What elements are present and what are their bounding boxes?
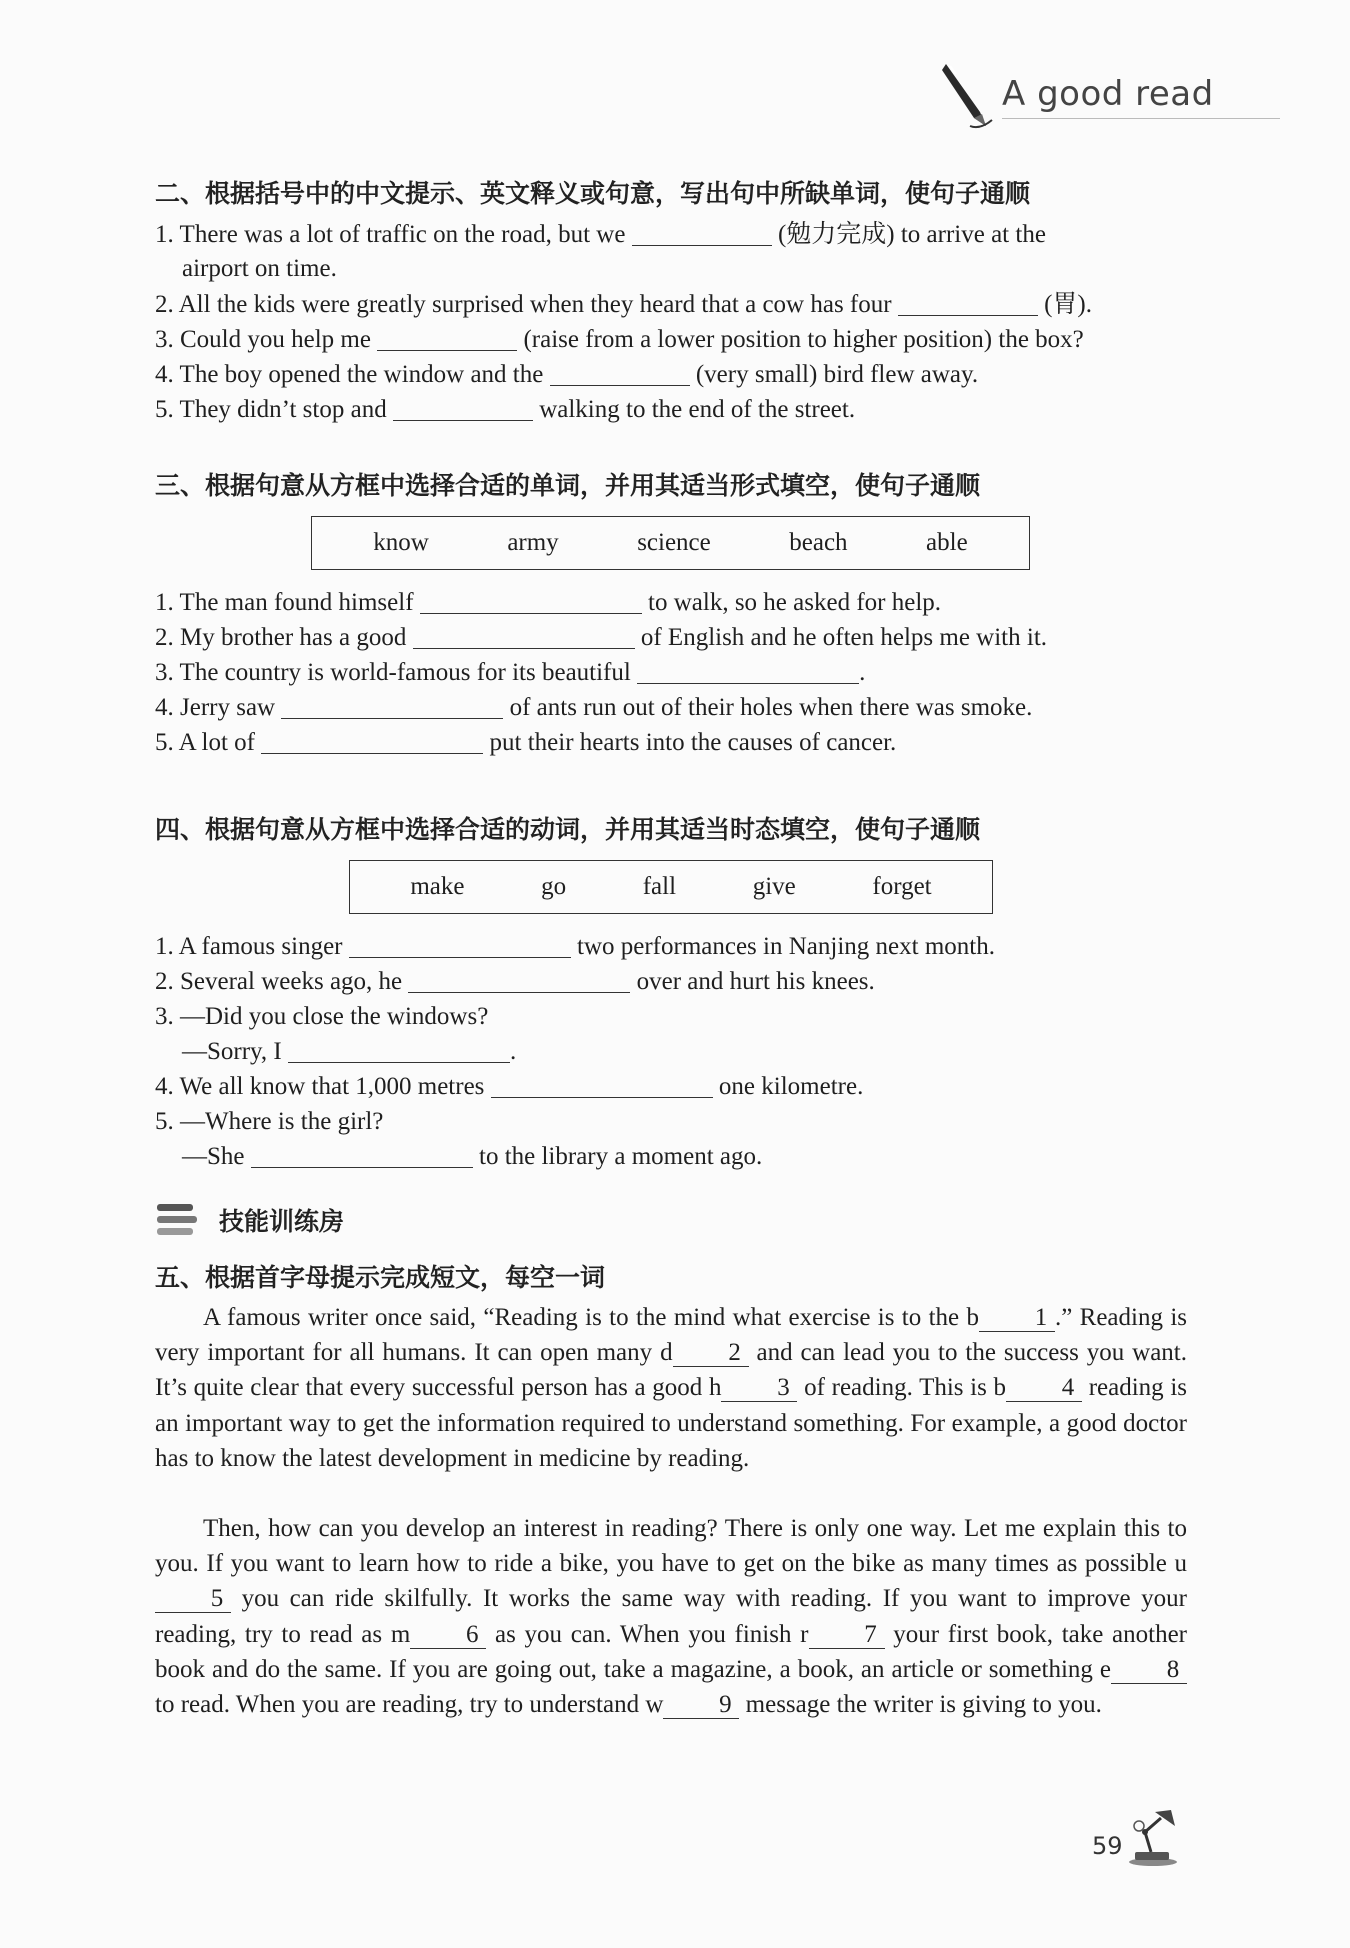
sec4-item-4: 4. We all know that 1,000 metres one kilometre.: [155, 1073, 864, 1100]
numbered-blank[interactable]: 5: [155, 1586, 231, 1613]
section-4-title: 四、根据句意从方框中选择合适的动词，并用其适当时态填空，使句子通顺: [155, 815, 981, 844]
pen-icon: [940, 60, 996, 132]
numbered-blank[interactable]: 2: [673, 1340, 749, 1367]
header-title: A good read: [1002, 74, 1214, 114]
verb-bank-item: fall: [642, 873, 677, 900]
sec3-item-2: 2. My brother has a good of English and he often helps me with it.: [155, 624, 1048, 651]
passage-paragraph-1: A famous writer once said, “Reading is to the mind what exercise is to the b 1 .” Reading is very important for all humans. It can open many d 2 and can lead you to the success you want. It’s quite clear that every successful person has a good h 3 of reading. This is b 4 reading is an important way to get the information required to understand something. For example, a good doctor has to know the latest development in medicine by reading.: [155, 1304, 1188, 1472]
sec4-item-3-reply: —Sorry, I .: [182, 1038, 517, 1065]
numbered-blank[interactable]: 6: [410, 1622, 486, 1649]
verb-bank-item: go: [541, 873, 567, 900]
answer-blank[interactable]: [393, 394, 533, 421]
sec3-item-1: 1. The man found himself to walk, so he asked for help.: [155, 589, 942, 616]
verb-bank-item: forget: [872, 873, 932, 900]
verb-bank-box: [349, 860, 993, 914]
stacked-lines-icon: [155, 1198, 199, 1242]
answer-blank[interactable]: [377, 324, 517, 351]
numbered-blank[interactable]: 3: [721, 1375, 797, 1402]
word-bank-item: able: [926, 529, 968, 556]
answer-blank[interactable]: [408, 966, 630, 993]
header-rule: [1002, 118, 1280, 119]
answer-blank[interactable]: [281, 692, 503, 719]
word-bank-box: [311, 516, 1030, 570]
word-bank-item: know: [373, 529, 429, 556]
numbered-blank[interactable]: 9: [663, 1692, 739, 1719]
answer-blank[interactable]: [413, 622, 635, 649]
answer-blank[interactable]: [251, 1141, 473, 1168]
sec4-item-5-reply: —She to the library a moment ago.: [182, 1143, 763, 1170]
desk-lamp-icon: [1125, 1806, 1187, 1868]
sec2-item-5: 5. They didn’t stop and walking to the end of the street.: [155, 396, 856, 423]
answer-blank[interactable]: [637, 657, 859, 684]
section-2-title: 二、根据括号中的中文提示、英文释义或句意，写出句中所缺单词，使句子通顺: [155, 179, 1031, 208]
sec2-item-4: 4. The boy opened the window and the (very small) bird flew away.: [155, 361, 979, 388]
skill-title: 技能训练房: [219, 1207, 345, 1236]
sec3-item-3: 3. The country is world-famous for its beautiful .: [155, 659, 866, 686]
answer-blank[interactable]: [632, 219, 772, 246]
sec3-item-4: 4. Jerry saw of ants run out of their holes when there was smoke.: [155, 694, 1033, 721]
sec2-item-3: 3. Could you help me (raise from a lower position to higher position) the box?: [155, 326, 1084, 353]
page-number: 59: [1092, 1832, 1123, 1860]
sec4-item-1: 1. A famous singer two performances in Nanjing next month.: [155, 933, 995, 960]
answer-blank[interactable]: [550, 359, 690, 386]
sec2-item-2: 2. All the kids were greatly surprised when they heard that a cow has four (胃).: [155, 291, 1092, 318]
answer-blank[interactable]: [420, 587, 642, 614]
sec2-item-1: 1. There was a lot of traffic on the road, but we (勉力完成) to arrive at the: [155, 221, 1046, 248]
section-5-title: 五、根据首字母提示完成短文，每空一词: [155, 1263, 606, 1292]
answer-blank[interactable]: [261, 727, 483, 754]
word-bank-item: science: [637, 529, 711, 556]
skill-section-header: [155, 1198, 455, 1242]
numbered-blank[interactable]: 7: [809, 1622, 885, 1649]
answer-blank[interactable]: [491, 1071, 713, 1098]
answer-blank[interactable]: [349, 931, 571, 958]
sec2-item-1-cont: airport on time.: [182, 255, 337, 282]
word-bank-item: beach: [789, 529, 848, 556]
sec4-item-3: 3. —Did you close the windows?: [155, 1003, 489, 1030]
verb-bank-item: give: [752, 873, 796, 900]
sec4-item-5: 5. —Where is the girl?: [155, 1108, 384, 1135]
page-header: [940, 60, 1340, 130]
numbered-blank[interactable]: 1: [979, 1305, 1055, 1332]
section-3-title: 三、根据句意从方框中选择合适的单词，并用其适当形式填空，使句子通顺: [155, 471, 981, 500]
sec3-item-5: 5. A lot of put their hearts into the causes of cancer.: [155, 729, 897, 756]
verb-bank-item: make: [410, 873, 465, 900]
passage-paragraph-2: Then, how can you develop an interest in reading? There is only one way. Let me explain this to you. If you want to learn how to ride a bike, you have to get on the bike as many times as possible u5 you can ride skilfully. It works the same way with reading. If you want to improve your reading, try to read as m 6 as you can. When you finish r 7 your first book, take another book and do the same. If you are going out, take a magazine, a book, an article or something e 8 to read. When you are reading, try to understand w 9 message the writer is giving to you.: [155, 1515, 1188, 1719]
numbered-blank[interactable]: 8: [1111, 1657, 1187, 1684]
word-bank-item: army: [507, 529, 559, 556]
sec4-item-2: 2. Several weeks ago, he over and hurt his knees.: [155, 968, 875, 995]
answer-blank[interactable]: [898, 289, 1038, 316]
numbered-blank[interactable]: 4: [1006, 1375, 1082, 1402]
answer-blank[interactable]: [288, 1036, 510, 1063]
